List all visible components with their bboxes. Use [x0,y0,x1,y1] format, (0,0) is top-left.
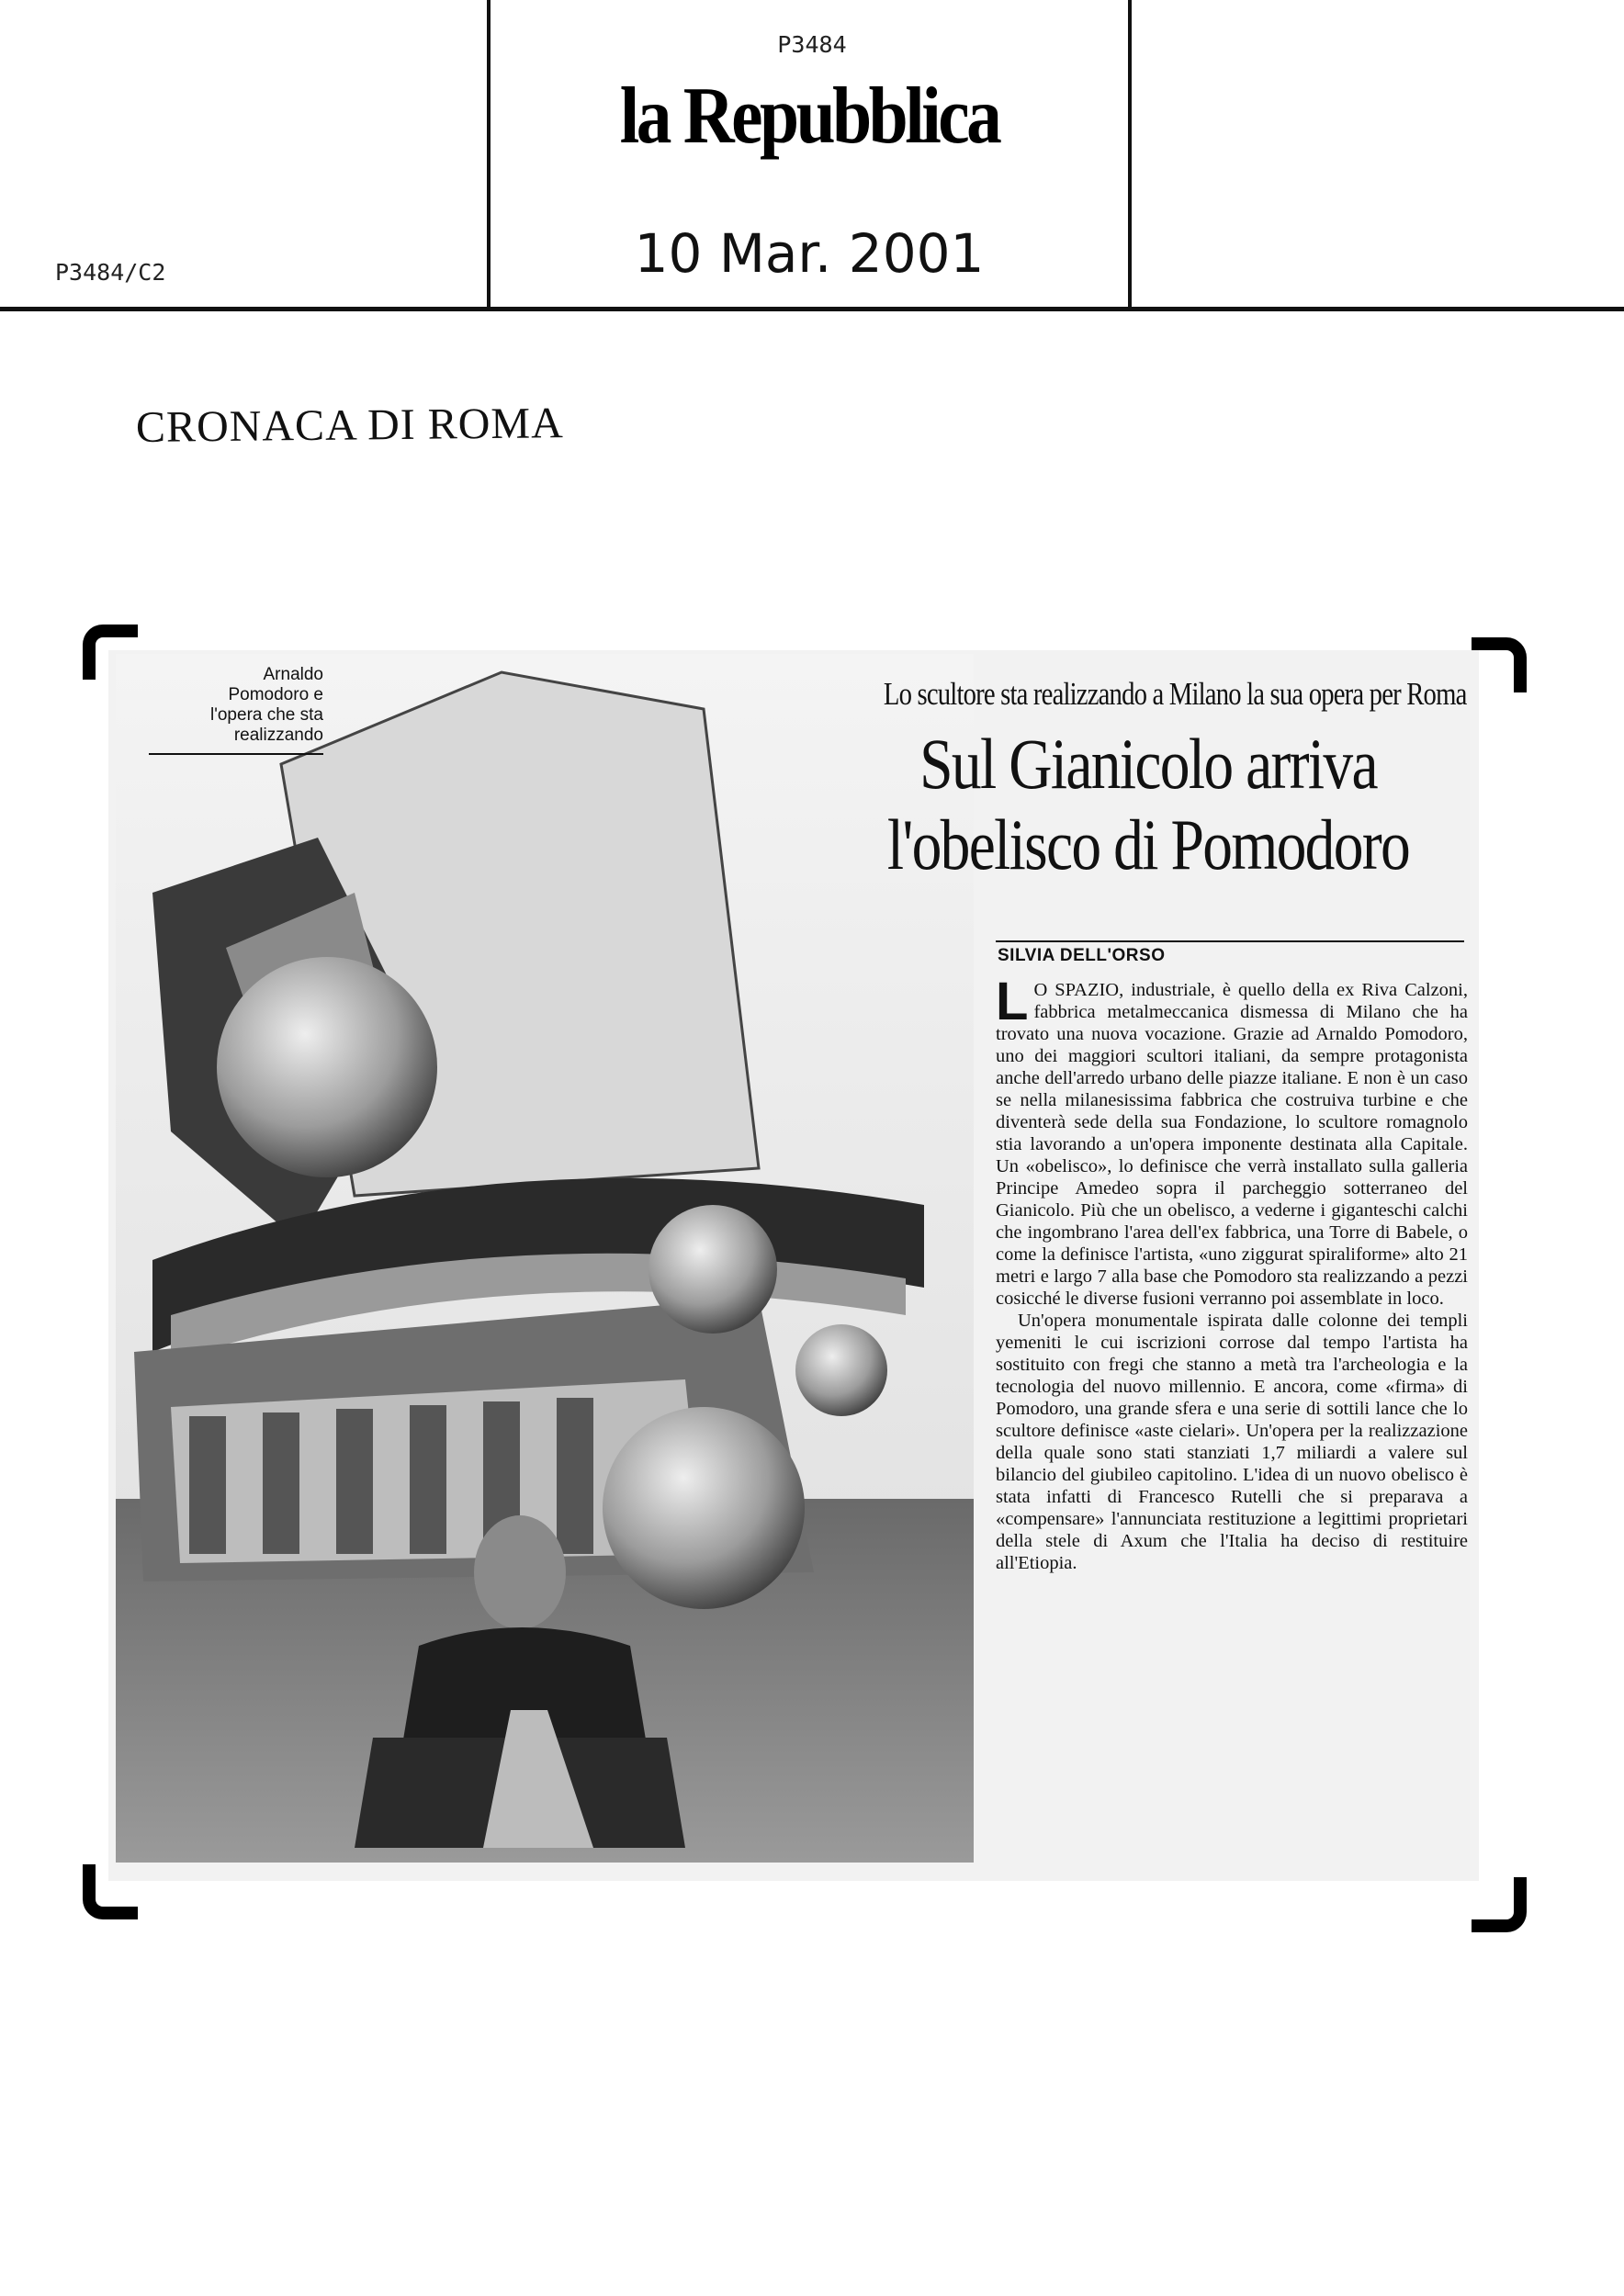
publication-date: 10 Mar. 2001 [634,222,985,285]
article-headline [863,724,1434,885]
article-byline: SILVIA DELL'ORSO [998,946,1166,965]
archive-code-top: P3484 [777,31,847,58]
caption-rule [149,753,323,755]
article-kicker: Lo scultore sta realizzando a Milano la sua opera per Roma [883,676,1467,712]
caption-line: Pomodoro e [228,685,323,704]
caption-line: Arnaldo [263,665,323,684]
byline-rule [996,940,1464,942]
masthead-logo: la Repubblica [619,72,999,161]
section-title: CRONACA DI ROMA [135,399,564,452]
caption-line: realizzando [233,726,323,745]
paragraph-text: O SPAZIO, industriale, è quello della ex Riva Calzoni, fabbrica metalmeccanica dismessa di Milano che ha trovato una nuova vocazione. Grazie ad Arnaldo Pomodoro, uno dei maggiori scultori italiani, da sempre protagonista anche dell'arredo urbano delle piazze italiane. E non è un caso se nella milanesissima fabbrica che costruiva turbine e che diventerà sede della sua Fondazione, lo scultore romagnolo stia lavorando a un'opera imponente destinata alla Capitale. Un «obelisco», lo definisce che verrà installato sulla galleria Principe Amedeo sopra il parcheggio sotterraneo del Gianicolo. Più che un obelisco, a vederne i giganteschi calchi che ingombrano l'area dell'ex fabbrica, una Torre di Babele, o come la definisce l'artista, «uno ziggurat spiraliforme» alto 21 metri e largo 7 alla base che Pomodoro sta realizzando a pezzi cosicché le diverse fusioni verranno poi assemblate in loco. [996,980,1468,1309]
photo-caption [204,665,323,746]
drop-cap: L [996,972,1029,1031]
crop-mark-top-right [1472,637,1527,692]
header [0,0,1624,311]
headline-line: Sul Gianicolo arriva [919,724,1377,804]
article-body [996,972,1468,1574]
caption-line: l'opera che sta [210,705,323,725]
header-divider-right [1128,0,1132,307]
article-photo [116,654,974,1863]
article-paragraph: Un'opera monumentale ispirata dalle colonne dei templi yemeniti le cui iscrizioni corrose dal tempo l'artista ha sostituito con fregi che stanno a metà tra l'archeologia e la tecnologia del nuovo millennio. E ancora, come «firma» di Pomodoro, una grande sfera e una serie di sottili lance che lo scultore definisce «aste cielari». Un'opera per la realizzazione della quale sono stati stanziati 1,7 miliardi a valere sul bilancio del giubileo capitolino. L'idea di un nuovo obelisco è stata infatti di Francesco Rutelli che si preparava a «compensare» l'annunciata restituzione a legittimi proprietari della stele di Axum che l'Italia ha deciso di restituire all'Etiopia. [996,1311,1468,1573]
crop-mark-bottom-right [1472,1877,1527,1932]
archive-code-left: P3484/C2 [55,259,166,286]
headline-line: l'obelisco di Pomodoro [886,805,1410,884]
crop-mark-bottom-left [83,1864,138,1919]
article-paragraph [996,972,1468,1310]
